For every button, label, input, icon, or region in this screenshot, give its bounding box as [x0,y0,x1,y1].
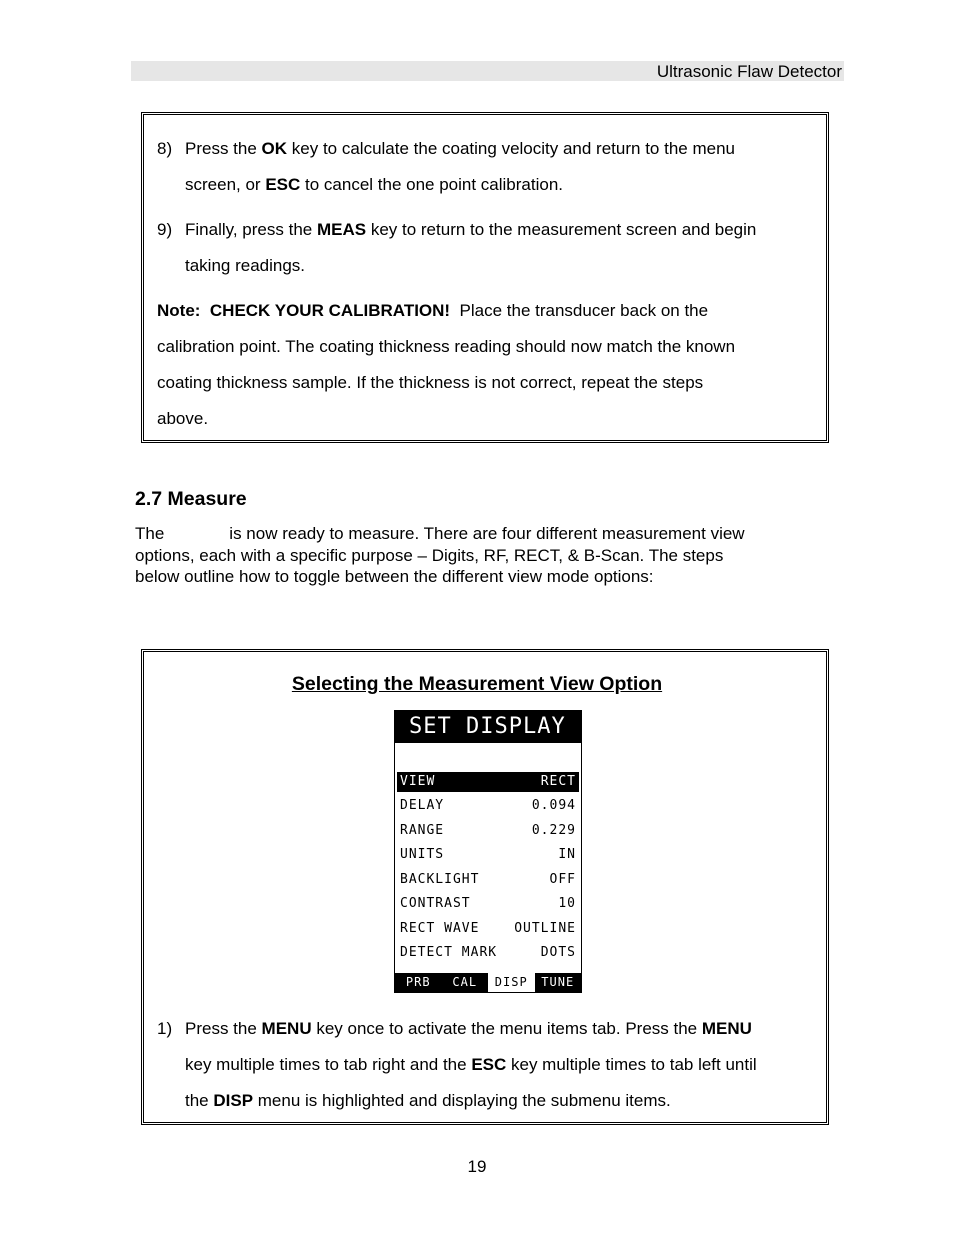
step-8-number: 8) [157,139,173,158]
step-1-line-1: Press the MENU key once to activate the menu items tab. Press the MENU [185,1019,752,1038]
note-line-2: calibration point. The coating thickness reading should now match the known [157,337,736,356]
lcd-tab-prb: PRB [405,975,431,989]
section-body-line-2: options, each with a specific purpose – Digits, RF, RECT, & B-Scan. The steps [135,545,724,565]
step-9-line-2: taking readings. [185,256,306,275]
section-body-line-3: below outline how to toggle between the different view mode options: [135,567,654,586]
lcd-row-rect-wave: RECT WAVE OUTLINE [400,921,576,936]
lcd-row-backlight: BACKLIGHT OFF [400,872,576,887]
lcd-tab-bar [395,973,581,992]
step-9-number: 9) [157,220,173,239]
section-body [135,523,825,588]
lcd-set-display-screen [394,710,582,993]
page-number: 19 [467,1157,487,1176]
lcd-title: SET DISPLAY [395,711,581,743]
lcd-row-view: VIEW RECT [397,772,579,792]
step-8-line-1: Press the OK key to calculate the coating velocity and return to the menu [185,139,735,158]
header-title: Ultrasonic Flaw Detector [656,62,842,81]
note-line-4: above. [157,409,209,428]
lcd-row-delay: DELAY 0.094 [400,798,576,813]
section-title: 2.7 Measure [135,488,247,510]
note-line-3: coating thickness sample. If the thickness is not correct, repeat the steps [157,373,704,392]
step-9-line-1: Finally, press the MEAS key to return to the measurement screen and begin [185,220,757,239]
lcd-row-range: RANGE 0.229 [400,823,576,838]
lcd-row-contrast: CONTRAST 10 [400,896,576,911]
step-1-line-3: the DISP menu is highlighted and displaying the submenu items. [185,1091,671,1110]
lcd-row-detect-mark: DETECT MARK DOTS [400,945,576,960]
section-body-line-1: The is now ready to measure. There are four different measurement view [135,524,745,543]
step-8-line-2: screen, or ESC to cancel the one point calibration. [185,175,564,194]
lcd-tab-tune: TUNE [541,975,575,989]
step-1-line-2: key multiple times to tab right and the ESC key multiple times to tab left until [185,1055,757,1074]
lcd-tab-disp: DISP [488,973,535,992]
note-line-1: Note: CHECK YOUR CALIBRATION! Place the transducer back on the [157,301,709,320]
step-1-number: 1) [157,1019,173,1038]
view-option-title: Selecting the Measurement View Option [291,673,663,695]
lcd-row-units: UNITS IN [400,847,576,862]
lcd-tab-cal: CAL [452,975,478,989]
